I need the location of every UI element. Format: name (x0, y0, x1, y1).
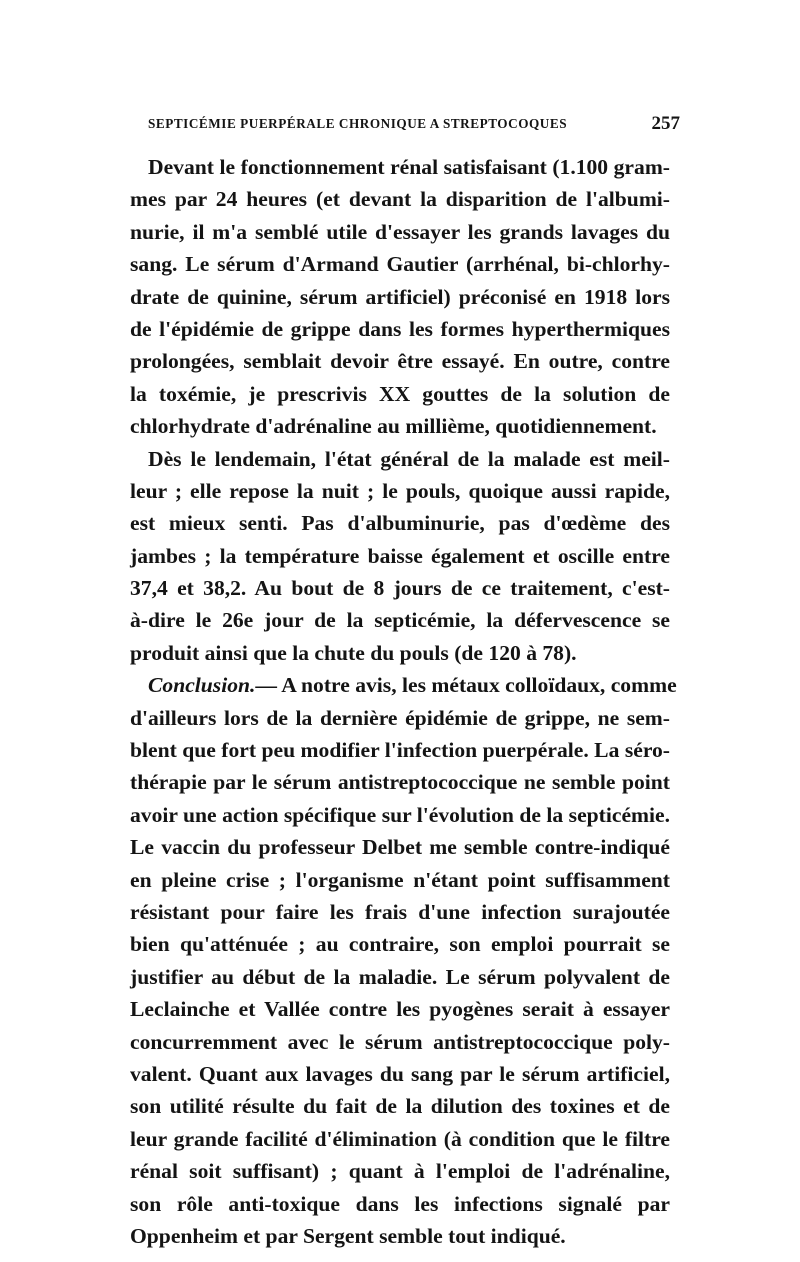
text-line: nurie, il m'a semblé utile d'essayer les grands lavages du (130, 219, 670, 244)
text-line: Devant le fonctionnement rénal satisfaisant (1.100 gram- (148, 155, 670, 179)
text-line: d'ailleurs lors de la dernière épidémie de grippe, ne sem- (130, 705, 670, 730)
text-line: son rôle anti-toxique dans les infections signalé par (130, 1191, 670, 1216)
text-line: justifier au début de la maladie. Le sérum polyvalent de (130, 964, 670, 989)
text-line: son utilité résulte du fait de la dilution des toxines et de (130, 1094, 670, 1119)
text-line: blent que fort peu modifier l'infection puerpérale. La séro- (130, 738, 670, 763)
text-line: bien qu'atténuée ; au contraire, son emploi pourrait se (130, 932, 670, 957)
text-line: valent. Quant aux lavages du sang par le sérum artificiel, (130, 1061, 670, 1086)
text-line: avoir une action spécifique sur l'évolution de la septicémie. (130, 802, 670, 827)
text-line: Oppenheim et par Sergent semble tout indiqué. (130, 1223, 566, 1248)
text-line: de l'épidémie de grippe dans les formes hyperthermiques (130, 316, 670, 341)
body-text (130, 151, 677, 1252)
text-line: produit ainsi que la chute du pouls (de 120 à 78). (130, 640, 577, 665)
text-line: en pleine crise ; l'organisme n'étant point suffisamment (130, 867, 670, 892)
running-title: SEPTICÉMIE PUERPÉRALE CHRONIQUE A STREPTOCOQUES (148, 116, 568, 131)
text-line: leur ; elle repose la nuit ; le pouls, quoique aussi rapide, (130, 478, 670, 503)
text-line: jambes ; la température baisse également et oscille entre (130, 543, 670, 568)
conclusion-line (130, 669, 677, 701)
text-line: Le vaccin du professeur Delbet me semble contre-indiqué (130, 835, 670, 860)
text-line: concurremment avec le sérum antistreptococcique poly- (130, 1029, 670, 1054)
text-line: Dès le lendemain, l'état général de la malade est meil- (148, 446, 670, 471)
page-number: 257 (651, 113, 680, 134)
text-line: leur grande facilité d'élimination (à condition que le filtre (130, 1126, 670, 1151)
text-line: à-dire le 26e jour de la septicémie, la défervescence se (130, 608, 670, 633)
text-line: 37,4 et 38,2. Au bout de 8 jours de ce traitement, c'est- (130, 576, 670, 601)
text-line: mes par 24 heures (et devant la disparition de l'albumi- (130, 187, 670, 212)
text-line: drate de quinine, sérum artificiel) préconisé en 1918 lors (130, 284, 670, 309)
text-line: Leclainche et Vallée contre les pyogènes serait à essayer (130, 997, 670, 1022)
text-line: rénal soit suffisant) ; quant à l'emploi de l'adrénaline, (130, 1159, 670, 1184)
text-line: est mieux senti. Pas d'albuminurie, pas d'œdème des (130, 511, 670, 536)
conclusion-label: Conclusion. (148, 673, 256, 698)
text-line: résistant pour faire les frais d'une infection surajoutée (130, 899, 670, 924)
text-line: la toxémie, je prescrivis XX gouttes de la solution de (130, 381, 670, 406)
running-head (148, 113, 680, 140)
text-line: prolongées, semblait devoir être essayé. En outre, contre (130, 349, 670, 374)
text-line: thérapie par le sérum antistreptococcique ne semble point (130, 770, 670, 795)
conclusion-text: — A notre avis, les métaux colloïdaux, comme (255, 673, 677, 698)
text-line: chlorhydrate d'adrénaline au millième, quotidiennement. (130, 414, 657, 439)
text-line: sang. Le sérum d'Armand Gautier (arrhénal, bi-chlorhy- (130, 252, 670, 277)
